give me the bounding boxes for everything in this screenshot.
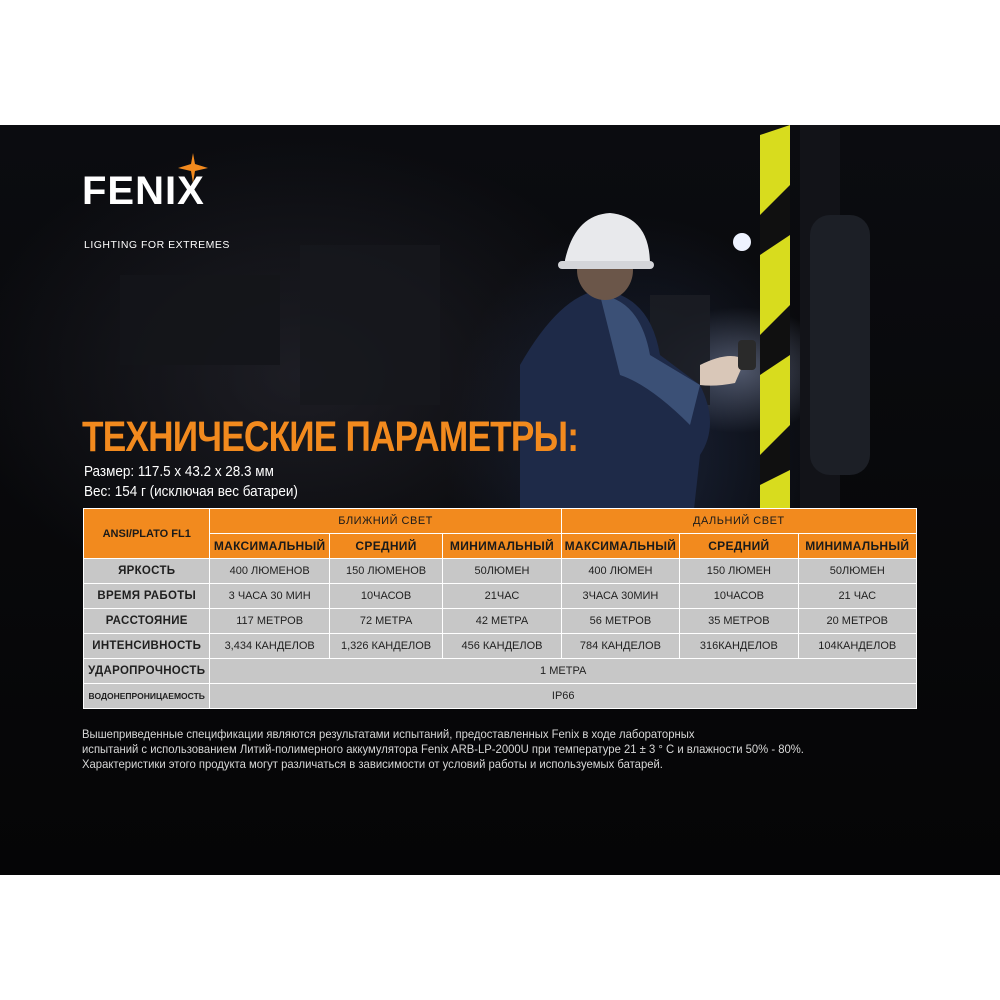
row-label: ИНТЕНСИВНОСТЬ <box>84 634 210 659</box>
table-cell: 400 ЛЮМЕН <box>561 559 679 584</box>
row-label: ВРЕМЯ РАБОТЫ <box>84 584 210 609</box>
mode-header: МИНИМАЛЬНЫЙ <box>798 534 916 559</box>
table-cell: 21 ЧАС <box>798 584 916 609</box>
table-cell: 72 МЕТРА <box>329 609 442 634</box>
waterproof-value: IP66 <box>210 684 917 709</box>
product-banner <box>0 125 1000 875</box>
specs-table <box>83 508 917 709</box>
fenix-logo <box>82 153 242 251</box>
logo-tagline: LIGHTING FOR EXTREMES <box>84 239 230 251</box>
table-row <box>84 634 917 659</box>
row-label: УДАРОПРОЧНОСТЬ <box>84 659 210 684</box>
table-cell: 20 МЕТРОВ <box>798 609 916 634</box>
page-title: ТЕХНИЧЕСКИЕ ПАРАМЕТРЫ: <box>82 413 579 461</box>
mode-header: МИНИМАЛЬНЫЙ <box>443 534 561 559</box>
footnote-line: Вышеприведенные спецификации являются результатами испытаний, предоставленных Fenix в ходе лабораторных <box>82 727 695 741</box>
table-cell: 456 КАНДЕЛОВ <box>443 634 561 659</box>
table-cell: 150 ЛЮМЕН <box>680 559 798 584</box>
size-spec: Размер: 117.5 x 43.2 x 28.3 мм <box>84 464 274 480</box>
mode-header: МАКСИМАЛЬНЫЙ <box>210 534 329 559</box>
table-row-impact <box>84 659 917 684</box>
logo-wordmark: FENIX <box>82 169 205 213</box>
table-cell: 50ЛЮМЕН <box>798 559 916 584</box>
footnote-line: Характеристики этого продукта могут различаться в зависимости от условий работы и используемых батарей. <box>82 757 663 771</box>
row-label: ЯРКОСТЬ <box>84 559 210 584</box>
table-cell: 400 ЛЮМЕНОВ <box>210 559 329 584</box>
table-cell: 21ЧАС <box>443 584 561 609</box>
row-label: ВОДОНЕПРОНИЦАЕМОСТЬ <box>84 684 210 709</box>
table-cell: 784 КАНДЕЛОВ <box>561 634 679 659</box>
group-near-light: БЛИЖНИЙ СВЕТ <box>210 509 561 534</box>
table-cell: 104КАНДЕЛОВ <box>798 634 916 659</box>
table-cell: 10ЧАСОВ <box>680 584 798 609</box>
table-cell: 150 ЛЮМЕНОВ <box>329 559 442 584</box>
table-cell: 3ЧАСА 30МИН <box>561 584 679 609</box>
table-cell: 42 МЕТРА <box>443 609 561 634</box>
table-cell: 3 ЧАСА 30 МИН <box>210 584 329 609</box>
table-row <box>84 559 917 584</box>
table-cell: 50ЛЮМЕН <box>443 559 561 584</box>
table-cell: 56 МЕТРОВ <box>561 609 679 634</box>
table-row <box>84 584 917 609</box>
impact-value: 1 МЕТРА <box>210 659 917 684</box>
table-cell: 316КАНДЕЛОВ <box>680 634 798 659</box>
footnote <box>82 727 909 772</box>
mode-header: МАКСИМАЛЬНЫЙ <box>561 534 679 559</box>
mode-header: СРЕДНИЙ <box>329 534 442 559</box>
mode-header: СРЕДНИЙ <box>680 534 798 559</box>
table-header-groups <box>84 509 917 534</box>
table-corner-label: ANSI/PLATO FL1 <box>84 509 210 559</box>
table-row-waterproof <box>84 684 917 709</box>
row-label: РАССТОЯНИЕ <box>84 609 210 634</box>
weight-spec: Вес: 154 г (исключая вес батареи) <box>84 484 298 500</box>
footnote-line: испытаний с использованием Литий-полимерного аккумулятора Fenix ARB-LP-2000U при температуре 21 ± 3 ° C и влажности 50% - 80%. <box>82 742 804 756</box>
table-row <box>84 609 917 634</box>
group-far-light: ДАЛЬНИЙ СВЕТ <box>561 509 916 534</box>
table-cell: 3,434 КАНДЕЛОВ <box>210 634 329 659</box>
table-cell: 117 МЕТРОВ <box>210 609 329 634</box>
table-cell: 10ЧАСОВ <box>329 584 442 609</box>
table-cell: 1,326 КАНДЕЛОВ <box>329 634 442 659</box>
table-cell: 35 МЕТРОВ <box>680 609 798 634</box>
